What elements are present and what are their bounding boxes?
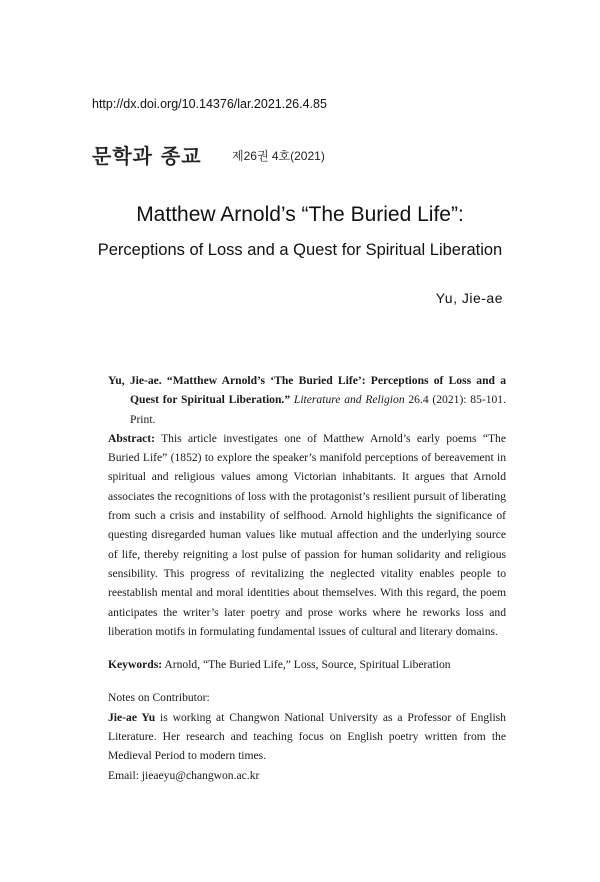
abstract (108, 429, 506, 641)
citation (108, 371, 506, 429)
keywords-text: Arnold, “The Buried Life,” Loss, Source, Spiritual Liberation (162, 658, 451, 672)
author-name: Yu, Jie-ae (435, 290, 503, 306)
abstract-label: Abstract: (108, 431, 156, 445)
issue-label: 제26권 4호(2021) (232, 149, 325, 163)
citation-tail: 26.4 (2021): 85-101. Print. (130, 393, 507, 426)
journal-logo: 문학과 종교 (92, 144, 202, 168)
contributor-email[interactable]: Email: jieaeyu@changwon.ac.kr (108, 768, 260, 782)
doi-link[interactable]: http://dx.doi.org/10.14376/lar.2021.26.4.85 (92, 97, 327, 111)
article-title: Matthew Arnold’s “The Buried Life”: (136, 203, 464, 226)
contributor-bio (108, 708, 506, 766)
contributor-notes (108, 688, 506, 784)
keywords-label: Keywords: (108, 658, 163, 672)
abstract-text: This article investigates one of Matthew Arnold’s early poems “The Buried Life” (1852) to explore the speaker’s manifold perceptions of bereavement in spiritual and religious values among Victorian inhabitants. It argues that Arnold associates the recognitions of loss with the protagonist’s resilient pursuit of liberating from such a crisis and instability of selfhood. Arnold highlights the significance of questing disregarded human values like mutual affection and the underlying source of life, thereby reigniting a lost pulse of passion for human solidarity and religious sensibility. This progress of revitalizing the neglected vitality enables people to reestablish mental and moral identities about themselves. With this regard, the poem anticipates the writer’s later poetry and prose works where he reworks loss and liberation motifs in formulating fundamental issues of cultural and literary domains. (108, 431, 506, 638)
notes-heading: Notes on Contributor: (108, 691, 210, 705)
article-subtitle: Perceptions of Loss and a Quest for Spiritual Liberation (97, 241, 503, 259)
keywords (108, 655, 506, 674)
citation-bold: Yu, Jie-ae. “Matthew Arnold’s ‘The Buried Life’: Perceptions of Loss and a Quest for Spiritual Liberation.” (108, 374, 506, 407)
citation-journal: Literature and Religion (293, 393, 405, 407)
contributor-text: is working at Changwon National University as a Professor of English Literature. Her research and teaching focus on English poetry written from the Medieval Period to modern times. (108, 710, 506, 763)
contributor-name: Jie-ae Yu (108, 710, 156, 724)
front-matter (108, 371, 506, 785)
